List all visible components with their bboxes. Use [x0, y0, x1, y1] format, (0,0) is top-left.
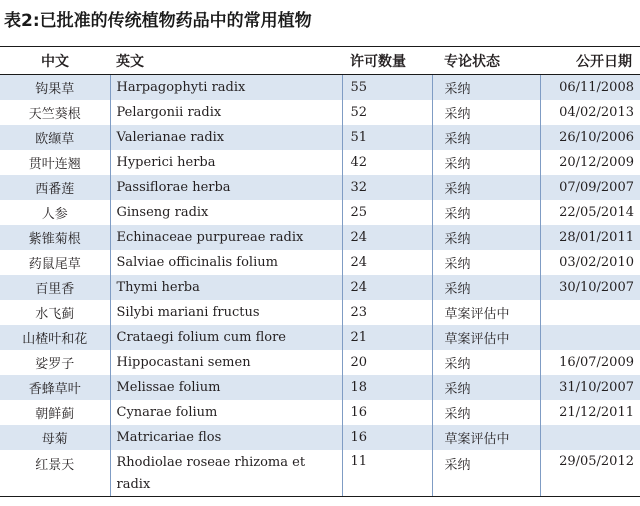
- cell-english: Thymi herba: [110, 275, 342, 300]
- cell-status: 采纳: [432, 200, 540, 225]
- cell-english: Salviae officinalis folium: [110, 250, 342, 275]
- cell-english: Hippocastani semen: [110, 350, 342, 375]
- cell-status: 采纳: [432, 150, 540, 175]
- header-monograph-status: 专论状态: [432, 47, 540, 75]
- cell-chinese: 山楂叶和花: [0, 325, 110, 350]
- cell-count: 25: [342, 200, 432, 225]
- cell-count: 21: [342, 325, 432, 350]
- cell-date: 21/12/2011: [540, 400, 640, 425]
- table-row: [0, 325, 640, 350]
- cell-status: 采纳: [432, 250, 540, 275]
- cell-count: 55: [342, 75, 432, 101]
- cell-count: 11: [342, 450, 432, 497]
- cell-chinese: 人参: [0, 200, 110, 225]
- table-row: [0, 75, 640, 101]
- table-row: [0, 350, 640, 375]
- cell-date: 30/10/2007: [540, 275, 640, 300]
- cell-english: Hyperici herba: [110, 150, 342, 175]
- cell-english: Harpagophyti radix: [110, 75, 342, 101]
- cell-count: 24: [342, 250, 432, 275]
- cell-english: Silybi mariani fructus: [110, 300, 342, 325]
- cell-status: 采纳: [432, 125, 540, 150]
- cell-english: Crataegi folium cum flore: [110, 325, 342, 350]
- table-row: [0, 175, 640, 200]
- cell-status: 采纳: [432, 375, 540, 400]
- cell-english: Pelargonii radix: [110, 100, 342, 125]
- table-row: [0, 225, 640, 250]
- table-row: [0, 450, 640, 497]
- cell-chinese: 贯叶连翘: [0, 150, 110, 175]
- cell-date: 31/10/2007: [540, 375, 640, 400]
- cell-english: Passiflorae herba: [110, 175, 342, 200]
- table-row: [0, 425, 640, 450]
- cell-status: 采纳: [432, 100, 540, 125]
- table-row: [0, 300, 640, 325]
- cell-chinese: 水飞蓟: [0, 300, 110, 325]
- cell-count: 16: [342, 425, 432, 450]
- cell-count: 42: [342, 150, 432, 175]
- cell-english: Cynarae folium: [110, 400, 342, 425]
- cell-status: 采纳: [432, 400, 540, 425]
- header-chinese: 中文: [0, 47, 110, 75]
- cell-status: 采纳: [432, 175, 540, 200]
- cell-date: 22/05/2014: [540, 200, 640, 225]
- cell-chinese: 西番莲: [0, 175, 110, 200]
- cell-date: [540, 425, 640, 450]
- cell-status: 采纳: [432, 450, 540, 497]
- table-row: [0, 200, 640, 225]
- cell-chinese: 天竺葵根: [0, 100, 110, 125]
- cell-count: 24: [342, 275, 432, 300]
- cell-date: 20/12/2009: [540, 150, 640, 175]
- cell-date: 26/10/2006: [540, 125, 640, 150]
- cell-date: 03/02/2010: [540, 250, 640, 275]
- header-english: 英文: [110, 47, 342, 75]
- cell-chinese: 母菊: [0, 425, 110, 450]
- table-row: [0, 400, 640, 425]
- cell-date: 16/07/2009: [540, 350, 640, 375]
- cell-english: Matricariae flos: [110, 425, 342, 450]
- cell-status: 采纳: [432, 225, 540, 250]
- cell-english: Valerianae radix: [110, 125, 342, 150]
- cell-chinese: 欧缬草: [0, 125, 110, 150]
- cell-count: 52: [342, 100, 432, 125]
- cell-status: 草案评估中: [432, 300, 540, 325]
- cell-count: 51: [342, 125, 432, 150]
- cell-chinese: 娑罗子: [0, 350, 110, 375]
- cell-chinese: 百里香: [0, 275, 110, 300]
- cell-status: 采纳: [432, 75, 540, 101]
- cell-date: [540, 300, 640, 325]
- cell-chinese: 香蜂草叶: [0, 375, 110, 400]
- header-publish-date: 公开日期: [540, 47, 640, 75]
- cell-english: Echinaceae purpureae radix: [110, 225, 342, 250]
- table-row: [0, 125, 640, 150]
- cell-chinese: 钩果草: [0, 75, 110, 101]
- cell-chinese: 红景天: [0, 450, 110, 497]
- header-row: [0, 47, 640, 75]
- cell-count: 18: [342, 375, 432, 400]
- table-row: [0, 275, 640, 300]
- cell-english: Ginseng radix: [110, 200, 342, 225]
- cell-status: 草案评估中: [432, 425, 540, 450]
- cell-chinese: 药鼠尾草: [0, 250, 110, 275]
- cell-date: 28/01/2011: [540, 225, 640, 250]
- cell-chinese: 朝鲜蓟: [0, 400, 110, 425]
- cell-count: 23: [342, 300, 432, 325]
- cell-english: Melissae folium: [110, 375, 342, 400]
- table-caption: 表2:已批准的传统植物药品中的常用植物: [4, 11, 312, 31]
- cell-count: 16: [342, 400, 432, 425]
- cell-chinese: 紫锥菊根: [0, 225, 110, 250]
- table-row: [0, 150, 640, 175]
- cell-date: 04/02/2013: [540, 100, 640, 125]
- cell-date: 29/05/2012: [540, 450, 640, 497]
- cell-date: 07/09/2007: [540, 175, 640, 200]
- cell-status: 草案评估中: [432, 325, 540, 350]
- table-row: [0, 375, 640, 400]
- cell-date: 06/11/2008: [540, 75, 640, 101]
- cell-status: 采纳: [432, 275, 540, 300]
- cell-count: 20: [342, 350, 432, 375]
- cell-status: 采纳: [432, 350, 540, 375]
- cell-date: [540, 325, 640, 350]
- table-row: [0, 100, 640, 125]
- table-row: [0, 250, 640, 275]
- cell-count: 24: [342, 225, 432, 250]
- header-license-count: 许可数量: [342, 47, 432, 75]
- cell-count: 32: [342, 175, 432, 200]
- herb-table: [0, 46, 640, 497]
- cell-english: Rhodiolae roseae rhizoma et radix: [110, 450, 342, 497]
